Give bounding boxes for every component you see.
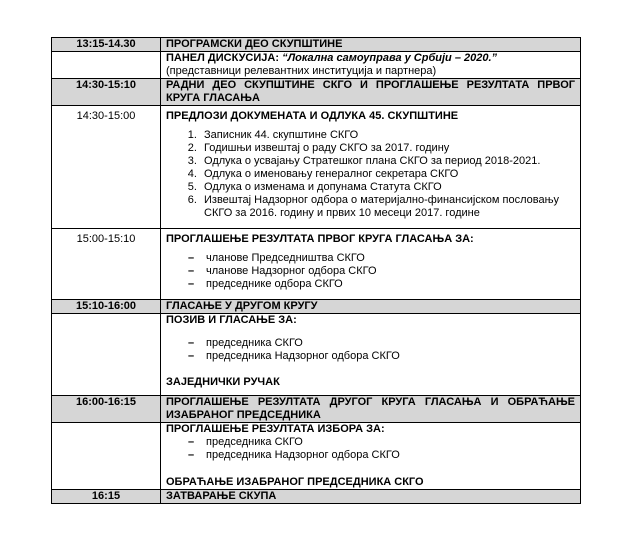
documents-list [166,129,575,220]
time-cell: 14:30-15:10 [52,79,161,106]
agenda-row [52,52,581,79]
list-item: – председника СКГО [188,436,575,449]
voting-list [166,337,575,363]
list-item: – председника СКГО [188,337,575,350]
agenda-row [52,396,581,423]
section-title: ЗАТВАРАЊЕ СКУПА [161,490,581,504]
agenda-row [52,106,581,229]
lunch-label: ЗАЈЕДНИЧКИ РУЧАК [166,376,280,388]
agenda-row [52,229,581,300]
time-cell: 15:10-16:00 [52,300,161,314]
section-title: РАДНИ ДЕО СКУПШТИНЕ СКГО И ПРОГЛАШЕЊЕ РЕЗУЛТАТА ПРВОГ КРУГА ГЛАСАЊА [161,79,581,106]
closing-speech: ОБРАЋАЊЕ ИЗАБРАНОГ ПРЕДСЕДНИКА СКГО [166,476,424,488]
results-cell [161,229,581,300]
time-cell: 16:15 [52,490,161,504]
panel-label: ПАНЕЛ ДИСКУСИЈА: [166,52,283,64]
documents-title: ПРЕДЛОЗИ ДОКУМЕНАТА И ОДЛУКА 45. СКУПШТИНЕ [166,110,459,122]
list-item: – председника Надзорног одбора СКГО [188,350,575,363]
time-cell: 14:30-15:00 [52,106,161,229]
agenda-row [52,490,581,504]
agenda-row [52,314,581,396]
results-list [166,252,575,291]
list-item: – чланове Надзорног одбора СКГО [188,265,575,278]
agenda-row [52,79,581,106]
time-cell [52,423,161,490]
panel-note: (представници релевантних институција и партнера) [166,65,437,77]
time-cell: 15:00-15:10 [52,229,161,300]
panel-topic: “Локална самоуправа у Србији – 2020.” [282,52,498,64]
list-item: 3. Одлука о усвајању Стратешког плана СКГО за период 2018-2021. [200,155,575,168]
agenda-row [52,423,581,490]
list-item: – председника Надзорног одбора СКГО [188,449,575,462]
section-title: ПРОГРАМСКИ ДЕО СКУПШТИНЕ [161,38,581,52]
results-title: ПРОГЛАШЕЊЕ РЕЗУЛТАТА ПРВОГ КРУГА ГЛАСАЊА ЗА: [166,233,474,245]
time-cell: 16:00-16:15 [52,396,161,423]
election-cell [161,423,581,490]
agenda-row [52,300,581,314]
list-item: 6. Извештај Надзорног одбора о материјално-финансијском пословању СКГО за 2016. годину и првих 10 месеци 2017. године [200,194,575,220]
list-item: – члановe Председништва СКГО [188,252,575,265]
time-cell [52,52,161,79]
time-cell [52,314,161,396]
section-title: ГЛАСАЊЕ У ДРУГОМ КРУГУ [161,300,581,314]
list-item: 4. Одлука о именовању генералног секретара СКГО [200,168,575,181]
election-title: ПРОГЛАШЕЊЕ РЕЗУЛТАТА ИЗБОРА ЗА: [166,423,385,435]
agenda-row [52,38,581,52]
election-list [166,436,575,462]
voting-cell [161,314,581,396]
list-item: 1. Записник 44. скупштине СКГО [200,129,575,142]
time-cell: 13:15-14.30 [52,38,161,52]
section-title: ПРОГЛАШЕЊЕ РЕЗУЛТАТА ДРУГОГ КРУГА ГЛАСАЊА И ОБРАЋАЊЕ ИЗАБРАНОГ ПРЕДСЕДНИКА [161,396,581,423]
list-item: 5. Одлука о изменама и допунама Статута СКГО [200,181,575,194]
voting-title: ПОЗИВ И ГЛАСАЊЕ ЗА: [166,314,297,326]
list-item: 2. Годишњи извештај о раду СКГО за 2017. годину [200,142,575,155]
agenda-table [51,37,581,504]
documents-cell [161,106,581,229]
list-item: – председнике одбора СКГО [188,278,575,291]
panel-cell [161,52,581,79]
